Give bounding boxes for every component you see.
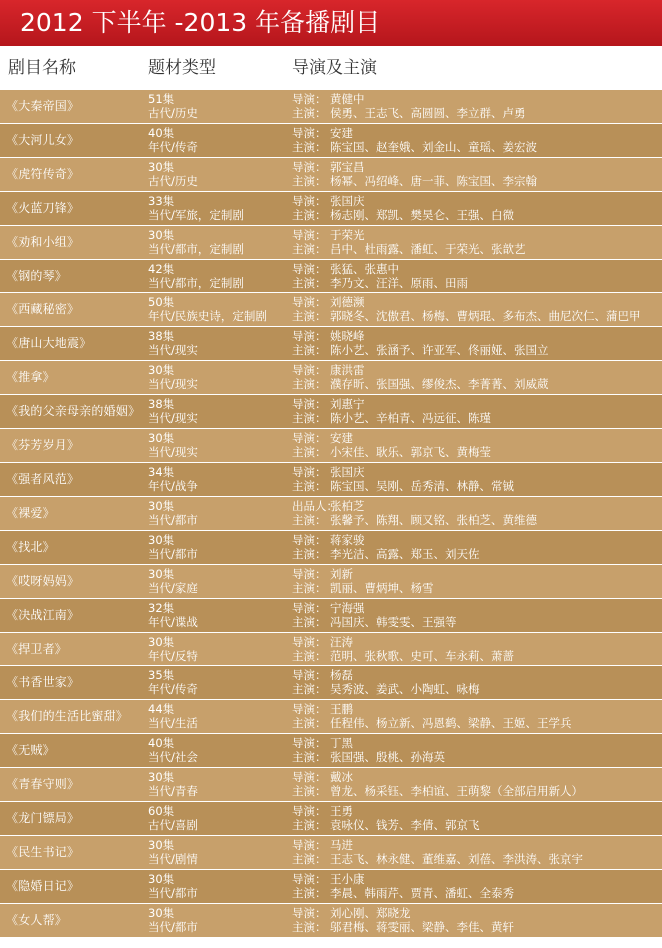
genre-type: 年代/谍战 <box>148 614 198 629</box>
drama-title: 《我们的生活比蜜甜》 <box>6 709 129 724</box>
drama-title: 《强者风范》 <box>6 471 80 486</box>
drama-title: 《推拿》 <box>6 370 55 385</box>
cast-line <box>292 208 514 222</box>
director-line <box>292 804 353 818</box>
genre-type: 当代/青春 <box>148 784 198 799</box>
director-label: 导演： <box>292 634 327 649</box>
drama-title: 《找北》 <box>6 539 55 554</box>
drama-title: 《捍卫者》 <box>6 641 68 656</box>
director-name: 黄健中 <box>330 92 365 106</box>
director-line <box>292 295 365 309</box>
director-line <box>292 702 353 716</box>
cast-line <box>292 343 549 357</box>
genre-type: 当代/现实 <box>148 343 198 358</box>
director-name: 张国庆 <box>330 464 365 479</box>
director-name: 姚晓峰 <box>330 329 365 344</box>
cast-names: 凯丽、曹炳坤、杨雪 <box>330 580 434 595</box>
cast-label: 主演： <box>292 784 327 799</box>
cast-label: 主演： <box>292 512 327 527</box>
cast-names: 李乃文、汪洋、原雨、田雨 <box>330 275 468 290</box>
cast-label: 主演： <box>292 275 327 290</box>
drama-title: 《大河儿女》 <box>6 132 80 147</box>
cast-line <box>292 513 537 527</box>
table-row <box>0 497 662 531</box>
director-name: 刘惠宁 <box>330 397 365 412</box>
table-row <box>0 226 662 260</box>
cast-line <box>292 106 526 120</box>
cast-line <box>292 682 480 696</box>
drama-title: 《芬芳岁月》 <box>6 438 80 453</box>
director-line <box>292 262 399 276</box>
cast-line <box>292 920 514 934</box>
cast-names: 小宋佳、耿乐、郭京飞、黄梅莹 <box>330 445 491 460</box>
director-name: 王勇 <box>330 804 353 819</box>
table-row <box>0 260 662 294</box>
director-name: 安建 <box>330 431 353 446</box>
genre-type: 当代/军旅，定制剧 <box>148 207 244 222</box>
director-label: 导演： <box>292 363 327 378</box>
table-row <box>0 361 662 395</box>
director-label: 导演： <box>292 329 327 344</box>
cast-label: 主演： <box>292 173 327 188</box>
genre-type: 当代/现实 <box>148 411 198 426</box>
episode-count: 30集 <box>148 532 175 547</box>
cast-line <box>292 479 514 493</box>
cast-names: 袁咏仪、钱芳、李倩、郭京飞 <box>330 818 480 833</box>
director-name: 王小康 <box>330 871 365 886</box>
cast-names: 郭晓冬、沈傲君、杨梅、曹炳琨、多布杰、曲尼次仁、蒲巴甲 <box>330 309 641 324</box>
director-label: 导演： <box>292 837 327 852</box>
cast-line <box>292 547 480 561</box>
genre-type: 年代/传奇 <box>148 139 198 154</box>
table-row <box>0 633 662 667</box>
director-label: 导演： <box>292 702 327 717</box>
drama-title: 《书香世家》 <box>6 675 80 690</box>
director-label: 出品人： <box>292 498 338 513</box>
episode-count: 32集 <box>148 600 175 615</box>
cast-line <box>292 242 526 256</box>
director-line <box>292 736 353 750</box>
director-line <box>292 635 353 649</box>
header-name: 剧目名称 <box>8 58 76 78</box>
genre-type: 年代/战争 <box>148 478 198 493</box>
director-line <box>292 770 353 784</box>
cast-names: 陈小艺、张涵予、许亚军、佟丽娅、张国立 <box>330 343 549 358</box>
cast-label: 主演： <box>292 478 327 493</box>
table-row <box>0 870 662 904</box>
drama-title: 《青春守则》 <box>6 777 80 792</box>
director-line <box>292 92 365 106</box>
cast-names: 王志飞、林永健、董维嘉、刘蓓、李洪涛、张京宇 <box>330 851 583 866</box>
director-label: 导演： <box>292 227 327 242</box>
cast-line <box>292 309 641 323</box>
cast-label: 主演： <box>292 106 327 120</box>
director-label: 导演： <box>292 600 327 615</box>
cast-line <box>292 750 445 764</box>
director-label: 导演： <box>292 159 327 174</box>
director-line <box>292 228 365 242</box>
cast-line <box>292 649 514 663</box>
director-line <box>292 499 365 513</box>
cast-label: 主演： <box>292 716 327 731</box>
cast-label: 主演： <box>292 309 327 324</box>
header-crew: 导演及主演 <box>292 58 377 78</box>
director-label: 导演： <box>292 295 327 310</box>
drama-title: 《隐婚日记》 <box>6 878 80 893</box>
cast-names: 冯国庆、韩雯雯、王强等 <box>330 614 457 629</box>
table-row <box>0 463 662 497</box>
director-name: 马进 <box>330 837 353 852</box>
cast-line <box>292 411 491 425</box>
cast-line <box>292 445 491 459</box>
genre-type: 当代/家庭 <box>148 580 198 595</box>
episode-count: 30集 <box>148 871 175 886</box>
cast-names: 陈宝国、吴刚、岳秀清、林静、常铖 <box>330 478 514 493</box>
genre-type: 年代/民族史诗，定制剧 <box>148 309 267 324</box>
director-name: 刘新 <box>330 566 353 581</box>
genre-type: 当代/剧情 <box>148 851 198 866</box>
episode-count: 38集 <box>148 397 175 412</box>
director-line <box>292 465 365 479</box>
director-name: 戴冰 <box>330 770 353 785</box>
cast-line <box>292 174 537 188</box>
cast-names: 曾龙、杨采钰、李柏谊、王萌黎（全部启用新人） <box>330 784 583 799</box>
cast-label: 主演： <box>292 682 327 697</box>
table-row <box>0 836 662 870</box>
cast-names: 杨志刚、郑凯、樊昊仑、王强、白微 <box>330 207 514 222</box>
genre-type: 当代/都市 <box>148 919 198 934</box>
cast-label: 主演： <box>292 614 327 629</box>
table-row <box>0 124 662 158</box>
genre-type: 古代/历史 <box>148 173 198 188</box>
episode-count: 33集 <box>148 193 175 208</box>
drama-title: 《民生书记》 <box>6 844 80 859</box>
episode-count: 35集 <box>148 668 175 683</box>
episode-count: 51集 <box>148 92 175 106</box>
cast-names: 李光洁、高露、郑玉、刘天佐 <box>330 546 480 561</box>
director-label: 导演： <box>292 92 327 106</box>
director-label: 导演： <box>292 905 327 920</box>
genre-type: 当代/都市 <box>148 546 198 561</box>
cast-label: 主演： <box>292 139 327 154</box>
director-label: 导演： <box>292 193 327 208</box>
director-name: 康洪雷 <box>330 363 365 378</box>
table-row <box>0 327 662 361</box>
cast-label: 主演： <box>292 648 327 663</box>
genre-type: 古代/历史 <box>148 106 198 120</box>
director-line <box>292 126 353 140</box>
director-label: 导演： <box>292 736 327 751</box>
episode-count: 30集 <box>148 634 175 649</box>
cast-line <box>292 276 468 290</box>
cast-line <box>292 784 583 798</box>
director-label: 导演： <box>292 431 327 446</box>
cast-names: 张国强、殷桃、孙海英 <box>330 750 445 765</box>
director-name: 王鹏 <box>330 702 353 717</box>
director-label: 导演： <box>292 770 327 785</box>
director-line <box>292 906 411 920</box>
director-name: 刘心刚、郑晓龙 <box>330 905 411 920</box>
director-label: 导演： <box>292 668 327 683</box>
cast-line <box>292 377 549 391</box>
cast-label: 主演： <box>292 445 327 460</box>
drama-title: 《龙门镖局》 <box>6 811 80 826</box>
table-row <box>0 700 662 734</box>
cast-names: 陈小艺、辛柏青、冯远征、陈瑾 <box>330 411 491 426</box>
director-line <box>292 431 353 445</box>
genre-type: 古代/喜剧 <box>148 818 198 833</box>
director-line <box>292 668 353 682</box>
drama-title: 《裸爱》 <box>6 505 55 520</box>
cast-line <box>292 615 457 629</box>
director-label: 导演： <box>292 464 327 479</box>
table-row <box>0 158 662 192</box>
cast-line <box>292 716 572 730</box>
table-row <box>0 192 662 226</box>
director-line <box>292 329 365 343</box>
table-row <box>0 802 662 836</box>
cast-line <box>292 140 537 154</box>
genre-type: 年代/反特 <box>148 648 198 663</box>
director-line <box>292 567 353 581</box>
episode-count: 60集 <box>148 804 175 819</box>
episode-count: 30集 <box>148 837 175 852</box>
cast-names: 张馨予、陈翔、顾又铭、张柏芝、黄维德 <box>330 512 537 527</box>
genre-type: 当代/都市，定制剧 <box>148 241 244 256</box>
cast-label: 主演： <box>292 919 327 934</box>
director-label: 导演： <box>292 871 327 886</box>
cast-label: 主演： <box>292 241 327 256</box>
genre-type: 当代/都市 <box>148 512 198 527</box>
cast-names: 濮存昕、张国强、缪俊杰、李菁菁、刘威葳 <box>330 377 549 392</box>
director-name: 张柏芝 <box>330 498 365 513</box>
director-line <box>292 194 365 208</box>
table-row <box>0 429 662 463</box>
drama-title: 《决战江南》 <box>6 607 80 622</box>
table-row <box>0 531 662 565</box>
episode-count: 30集 <box>148 498 175 513</box>
genre-type: 当代/社会 <box>148 750 198 765</box>
genre-type: 年代/传奇 <box>148 682 198 697</box>
director-label: 导演： <box>292 532 327 547</box>
director-name: 张国庆 <box>330 193 365 208</box>
cast-names: 吴秀波、姜武、小陶虹、咏梅 <box>330 682 480 697</box>
episode-count: 40集 <box>148 736 175 751</box>
episode-count: 30集 <box>148 770 175 785</box>
table-header <box>0 46 662 90</box>
director-line <box>292 872 365 886</box>
episode-count: 30集 <box>148 363 175 378</box>
cast-names: 李晨、韩雨芹、贾青、潘虹、全泰秀 <box>330 885 514 900</box>
drama-title: 《无贼》 <box>6 743 55 758</box>
table-row <box>0 90 662 124</box>
header-genre: 题材类型 <box>148 58 216 78</box>
cast-names: 任程伟、杨立新、冯恩鹤、梁静、王姬、王学兵 <box>330 716 572 731</box>
episode-count: 30集 <box>148 159 175 174</box>
table-row <box>0 904 662 938</box>
table-row <box>0 395 662 429</box>
director-name: 郭宝昌 <box>330 159 365 174</box>
episode-count: 50集 <box>148 295 175 310</box>
genre-type: 当代/现实 <box>148 377 198 392</box>
director-name: 安建 <box>330 125 353 140</box>
cast-label: 主演： <box>292 343 327 358</box>
cast-label: 主演： <box>292 546 327 561</box>
cast-label: 主演： <box>292 377 327 392</box>
director-name: 杨磊 <box>330 668 353 683</box>
title-bar <box>0 0 662 46</box>
page-title: 2012 下半年 -2013 年备播剧目 <box>20 8 381 37</box>
cast-line <box>292 581 434 595</box>
episode-count: 30集 <box>148 431 175 446</box>
cast-label: 主演： <box>292 885 327 900</box>
table-row <box>0 565 662 599</box>
director-line <box>292 397 365 411</box>
cast-names: 陈宝国、赵奎娥、刘金山、童瑶、姜宏波 <box>330 139 537 154</box>
episode-count: 30集 <box>148 227 175 242</box>
director-name: 蒋家骏 <box>330 532 365 547</box>
genre-type: 当代/都市，定制剧 <box>148 275 244 290</box>
drama-title: 《钢的琴》 <box>6 268 68 283</box>
cast-label: 主演： <box>292 818 327 833</box>
director-name: 于荣光 <box>330 227 365 242</box>
drama-title: 《大秦帝国》 <box>6 99 80 113</box>
cast-label: 主演： <box>292 207 327 222</box>
drama-title: 《劝和小组》 <box>6 234 80 249</box>
cast-line <box>292 886 514 900</box>
drama-title: 《女人帮》 <box>6 912 68 927</box>
episode-count: 40集 <box>148 125 175 140</box>
episode-count: 44集 <box>148 702 175 717</box>
cast-names: 杨幂、冯绍峰、唐一菲、陈宝国、李宗翰 <box>330 173 537 188</box>
episode-count: 42集 <box>148 261 175 276</box>
cast-line <box>292 818 480 832</box>
cast-label: 主演： <box>292 580 327 595</box>
drama-title: 《唐山大地震》 <box>6 336 92 351</box>
table-row <box>0 768 662 802</box>
drama-list <box>0 90 662 938</box>
director-line <box>292 601 365 615</box>
genre-type: 当代/都市 <box>148 885 198 900</box>
genre-type: 当代/现实 <box>148 445 198 460</box>
director-label: 导演： <box>292 261 327 276</box>
episode-count: 34集 <box>148 464 175 479</box>
director-line <box>292 838 353 852</box>
drama-title: 《我的父亲母亲的婚姻》 <box>6 404 141 419</box>
table-row <box>0 734 662 768</box>
director-name: 丁黑 <box>330 736 353 751</box>
director-label: 导演： <box>292 566 327 581</box>
drama-title: 《火蓝刀锋》 <box>6 200 80 215</box>
episode-count: 30集 <box>148 566 175 581</box>
director-name: 张猛、张惠中 <box>330 261 399 276</box>
director-name: 宁海强 <box>330 600 365 615</box>
cast-label: 主演： <box>292 411 327 426</box>
director-line <box>292 363 365 377</box>
director-name: 汪涛 <box>330 634 353 649</box>
genre-type: 当代/生活 <box>148 716 198 731</box>
director-label: 导演： <box>292 125 327 140</box>
episode-count: 38集 <box>148 329 175 344</box>
cast-label: 主演： <box>292 851 327 866</box>
cast-names: 吕中、杜雨露、潘虹、于荣光、张歆艺 <box>330 241 526 256</box>
director-label: 导演： <box>292 804 327 819</box>
director-line <box>292 533 365 547</box>
episode-count: 30集 <box>148 905 175 920</box>
director-label: 导演： <box>292 397 327 412</box>
cast-names: 范明、张秋歌、史可、车永莉、萧蔷 <box>330 648 514 663</box>
table-row <box>0 599 662 633</box>
director-line <box>292 160 365 174</box>
drama-title: 《西藏秘密》 <box>6 302 80 317</box>
drama-title: 《哎呀妈妈》 <box>6 573 80 588</box>
cast-line <box>292 852 583 866</box>
table-row <box>0 666 662 700</box>
drama-title: 《虎符传奇》 <box>6 166 80 181</box>
director-name: 刘德濒 <box>330 295 365 310</box>
cast-label: 主演： <box>292 750 327 765</box>
table-row <box>0 293 662 327</box>
cast-names: 侯勇、王志飞、高圆圆、李立群、卢勇 <box>330 106 526 120</box>
cast-names: 邬君梅、蒋雯丽、梁静、李佳、黄轩 <box>330 919 514 934</box>
